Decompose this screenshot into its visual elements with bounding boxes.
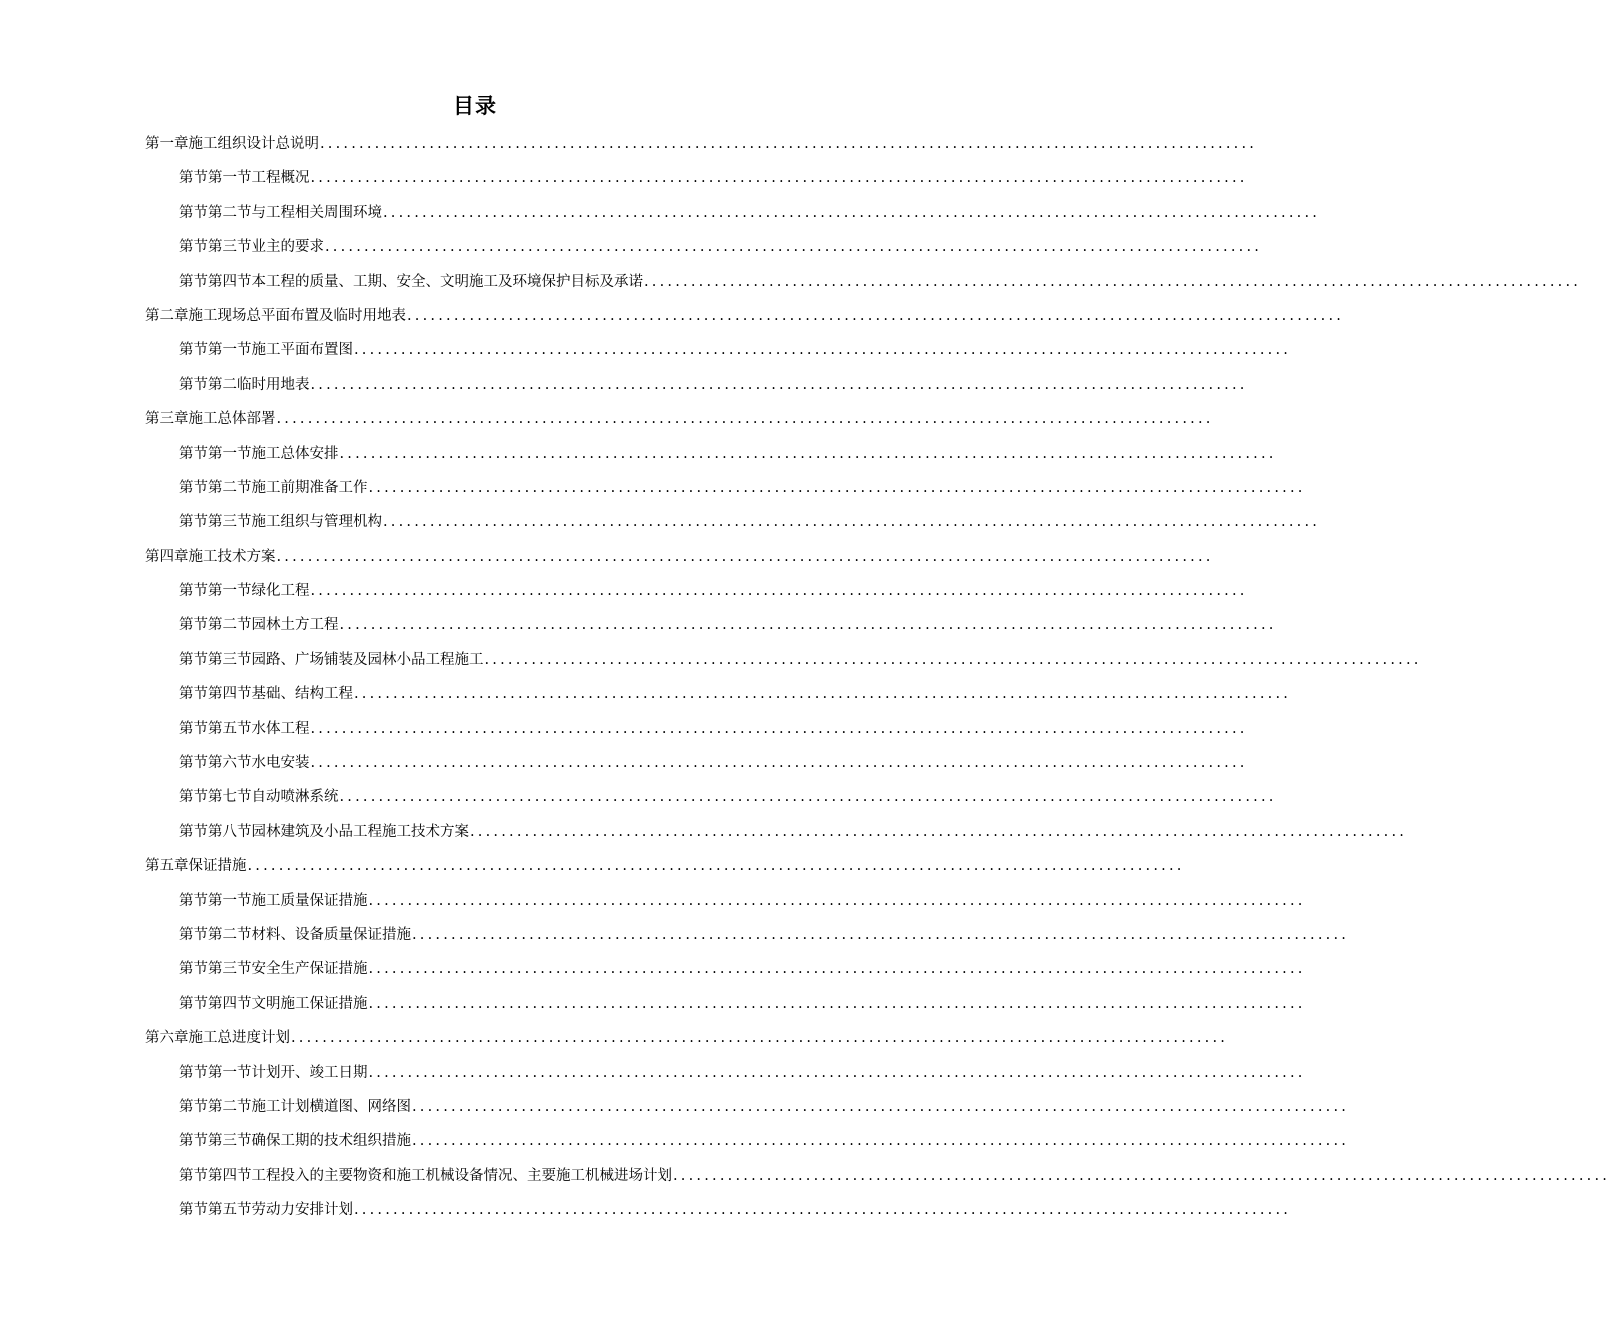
dot-leader: ........................................................................................................................ [470, 823, 1408, 840]
toc-entry-label: 第节 [179, 720, 208, 737]
toc-entry-title: 第三节园路、广场铺装及园林小品工程施工 [208, 651, 484, 668]
toc-entry-line [179, 677, 1292, 711]
toc-entry-label: 第节 [179, 1064, 208, 1081]
toc-section-entry[interactable] [0, 196, 1321, 230]
toc-entry-label: 第节 [179, 1133, 208, 1150]
toc-entry-line [179, 437, 1277, 471]
toc-section-entry[interactable] [0, 368, 1248, 402]
toc-entry-label: 第三章 [145, 411, 189, 428]
dot-leader: ........................................................................................................................ [354, 342, 1292, 359]
toc-entry-line [145, 127, 1258, 161]
toc-entry-title: 第二节施工计划横道图、网络图 [208, 1098, 411, 1115]
toc-chapter-entry[interactable] [0, 540, 1214, 574]
toc-entry-line [179, 265, 1582, 299]
toc-entry-line [179, 1193, 1292, 1227]
toc-entry-label: 第节 [179, 583, 208, 600]
toc-entry-line [179, 712, 1248, 746]
toc-section-entry[interactable] [0, 1124, 1350, 1158]
dot-leader: ........................................................................................................................ [310, 720, 1248, 737]
toc-entry-title: 第二节材料、设备质量保证措施 [208, 926, 411, 943]
toc-entry-title: 第三节施工组织与管理机构 [208, 514, 382, 531]
toc-entry-line [145, 849, 1185, 883]
toc-entry-line [179, 643, 1422, 677]
toc-entry-label: 第节 [179, 445, 208, 462]
dot-leader: ........................................................................................................................ [310, 583, 1248, 600]
toc-entry-label: 第节 [179, 961, 208, 978]
toc-section-entry[interactable] [0, 884, 1306, 918]
toc-entry-label: 第节 [179, 239, 208, 256]
toc-entry-title: 第一节工程概况 [208, 170, 310, 187]
toc-entry-label: 第二章 [145, 307, 189, 324]
toc-entry-line [179, 1159, 1610, 1193]
toc-entry-title: 第五节水体工程 [208, 720, 310, 737]
toc-entry-label: 第节 [179, 514, 208, 531]
toc-section-entry[interactable] [0, 1159, 1610, 1193]
toc-entry-line [179, 608, 1277, 642]
toc-entry-line [179, 815, 1408, 849]
toc-section-entry[interactable] [0, 505, 1321, 539]
toc-entry-label: 第四章 [145, 548, 189, 565]
toc-entry-title: 第三节安全生产保证措施 [208, 961, 368, 978]
dot-leader: ........................................................................................................................ [368, 961, 1306, 978]
toc-section-entry[interactable] [0, 161, 1248, 195]
dot-leader: ........................................................................................................................ [310, 376, 1248, 393]
toc-section-entry[interactable] [0, 230, 1263, 264]
toc-entry-line [179, 333, 1292, 367]
toc-section-entry[interactable] [0, 265, 1582, 299]
toc-entry-title: 施工技术方案 [188, 548, 276, 565]
dot-leader: ........................................................................................................................ [407, 307, 1345, 324]
toc-entry-title: 第二节与工程相关周围环境 [208, 204, 382, 221]
toc-entry-label: 第节 [179, 170, 208, 187]
toc-entry-title: 第四节本工程的质量、工期、安全、文明施工及环境保护目标及承诺 [208, 273, 643, 290]
toc-entry-label: 第节 [179, 479, 208, 496]
dot-leader: ........................................................................................................................ [673, 1167, 1610, 1184]
dot-leader: ........................................................................................................................ [291, 1030, 1229, 1047]
toc-entry-line [145, 402, 1214, 436]
dot-leader: ........................................................................................................................ [412, 1098, 1350, 1115]
dot-leader: ........................................................................................................................ [325, 239, 1263, 256]
toc-chapter-entry[interactable] [0, 299, 1345, 333]
toc-entry-label: 第节 [179, 376, 208, 393]
toc-entry-label: 第节 [179, 1202, 208, 1219]
toc-chapter-entry[interactable] [0, 402, 1214, 436]
toc-entry-label: 第五章 [145, 858, 189, 875]
toc-entry-label: 第节 [179, 204, 208, 221]
toc-section-entry[interactable] [0, 677, 1292, 711]
toc-section-entry[interactable] [0, 780, 1277, 814]
toc-entry-line [179, 1056, 1306, 1090]
toc-entry-title: 保证措施 [188, 858, 247, 875]
toc-section-entry[interactable] [0, 643, 1422, 677]
toc-entry-label: 第节 [179, 789, 208, 806]
toc-entry-label: 第节 [179, 617, 208, 634]
dot-leader: ........................................................................................................................ [339, 445, 1277, 462]
dot-leader: ........................................................................................................................ [383, 204, 1321, 221]
toc-entry-title: 施工组织设计总说明 [188, 136, 319, 152]
dot-leader: ........................................................................................................................ [383, 514, 1321, 531]
toc-section-entry[interactable] [0, 437, 1277, 471]
dot-leader: ........................................................................................................................ [354, 1202, 1292, 1219]
toc-entry-title: 施工现场总平面布置及临时用地表 [188, 307, 406, 324]
toc-entry-line [145, 1021, 1229, 1055]
dot-leader: ........................................................................................................................ [276, 548, 1214, 565]
toc-entry-title: 第六节水电安装 [208, 755, 310, 772]
dot-leader: ........................................................................................................................ [276, 411, 1214, 428]
toc-section-entry[interactable] [0, 987, 1306, 1021]
toc-entry-title: 第三节业主的要求 [208, 239, 324, 256]
toc-entry-line [179, 368, 1248, 402]
toc-entry-line [179, 505, 1321, 539]
toc-chapter-entry[interactable] [0, 1021, 1229, 1055]
toc-entry-label: 第六章 [145, 1030, 189, 1047]
toc-entry-line [179, 196, 1321, 230]
toc-entry-title: 第一节施工平面布置图 [208, 342, 353, 359]
toc-entry-label: 第节 [179, 755, 208, 772]
toc-entry-label: 第节 [179, 892, 208, 909]
toc-section-entry[interactable] [0, 746, 1248, 780]
toc-section-entry[interactable] [0, 815, 1408, 849]
toc-entry-line [179, 952, 1306, 986]
toc-section-entry[interactable] [0, 952, 1306, 986]
toc-section-entry[interactable] [0, 608, 1277, 642]
toc-entry-line [179, 918, 1350, 952]
toc-entry-title: 第一节施工质量保证措施 [208, 892, 368, 909]
toc-section-entry[interactable] [0, 1193, 1292, 1227]
toc-entry-label: 第节 [179, 926, 208, 943]
toc-entry-line [179, 780, 1277, 814]
toc-entry-title: 第八节园林建筑及小品工程施工技术方案 [208, 823, 469, 840]
toc-entry-title: 第一节绿化工程 [208, 583, 310, 600]
dot-leader: ........................................................................................................................ [368, 479, 1306, 496]
dot-leader: ........................................................................................................................ [310, 170, 1248, 187]
toc-entry-label: 第节 [179, 1167, 208, 1184]
toc-entry-line [179, 230, 1263, 264]
toc-entry-title: 第一节施工总体安排 [208, 445, 339, 462]
dot-leader: ........................................................................................................................ [484, 651, 1422, 668]
toc-entry-line [179, 987, 1306, 1021]
toc-section-entry[interactable] [0, 471, 1306, 505]
toc-entry-line [179, 574, 1248, 608]
toc-list [0, 127, 1610, 1228]
toc-entry-line [179, 471, 1306, 505]
toc-entry-label: 第节 [179, 342, 208, 359]
toc-entry-line [145, 540, 1214, 574]
toc-entry-label: 第一章 [145, 136, 189, 152]
toc-heading: 目录 [453, 93, 497, 118]
toc-entry-label: 第节 [179, 273, 208, 290]
dot-leader: ........................................................................................................................ [644, 273, 1582, 290]
dot-leader: ........................................................................................................................ [310, 755, 1248, 772]
toc-entry-title: 施工总体部署 [188, 411, 276, 428]
dot-leader: ........................................................................................................................ [247, 858, 1185, 875]
toc-entry-title: 第二节园林土方工程 [208, 617, 339, 634]
dot-leader: ........................................................................................................................ [368, 1064, 1306, 1081]
toc-entry-line [179, 1090, 1350, 1124]
dot-leader: ........................................................................................................................ [412, 926, 1350, 943]
toc-entry-label: 第节 [179, 823, 208, 840]
toc-section-entry[interactable] [0, 1056, 1306, 1090]
toc-section-entry[interactable] [0, 333, 1292, 367]
dot-leader: ........................................................................................................................ [412, 1133, 1350, 1150]
dot-leader: ........................................................................................................................ [339, 617, 1277, 634]
toc-chapter-entry[interactable] [0, 849, 1185, 883]
toc-entry-line [179, 884, 1306, 918]
toc-entry-line [179, 1124, 1350, 1158]
dot-leader: ........................................................................................................................ [368, 892, 1306, 909]
toc-section-entry[interactable] [0, 1090, 1350, 1124]
dot-leader: ........................................................................................................................ [368, 995, 1306, 1012]
toc-entry-title: 第一节计划开、竣工日期 [208, 1064, 368, 1081]
dot-leader: ........................................................................................................................ [339, 789, 1277, 806]
toc-entry-title: 第五节劳动力安排计划 [208, 1202, 353, 1219]
toc-entry-line [179, 161, 1248, 195]
dot-leader: ........................................................................................................................ [320, 136, 1258, 152]
toc-entry-line [179, 746, 1248, 780]
toc-entry-title: 第四节工程投入的主要物资和施工机械设备情况、主要施工机械进场计划 [208, 1167, 672, 1184]
toc-entry-title: 施工总进度计划 [188, 1030, 290, 1047]
toc-chapter-entry[interactable] [0, 127, 1258, 161]
toc-entry-title: 第三节确保工期的技术组织措施 [208, 1133, 411, 1150]
toc-section-entry[interactable] [0, 574, 1248, 608]
toc-entry-label: 第节 [179, 1098, 208, 1115]
toc-entry-label: 第节 [179, 651, 208, 668]
toc-entry-title: 第七节自动喷淋系统 [208, 789, 339, 806]
toc-entry-title: 第四节文明施工保证措施 [208, 995, 368, 1012]
toc-entry-line [145, 299, 1345, 333]
toc-section-entry[interactable] [0, 918, 1350, 952]
toc-entry-title: 第二临时用地表 [208, 376, 310, 393]
toc-entry-label: 第节 [179, 686, 208, 703]
toc-entry-label: 第节 [179, 995, 208, 1012]
dot-leader: ........................................................................................................................ [354, 686, 1292, 703]
toc-entry-title: 第二节施工前期准备工作 [208, 479, 368, 496]
toc-section-entry[interactable] [0, 712, 1248, 746]
toc-entry-title: 第四节基础、结构工程 [208, 686, 353, 703]
